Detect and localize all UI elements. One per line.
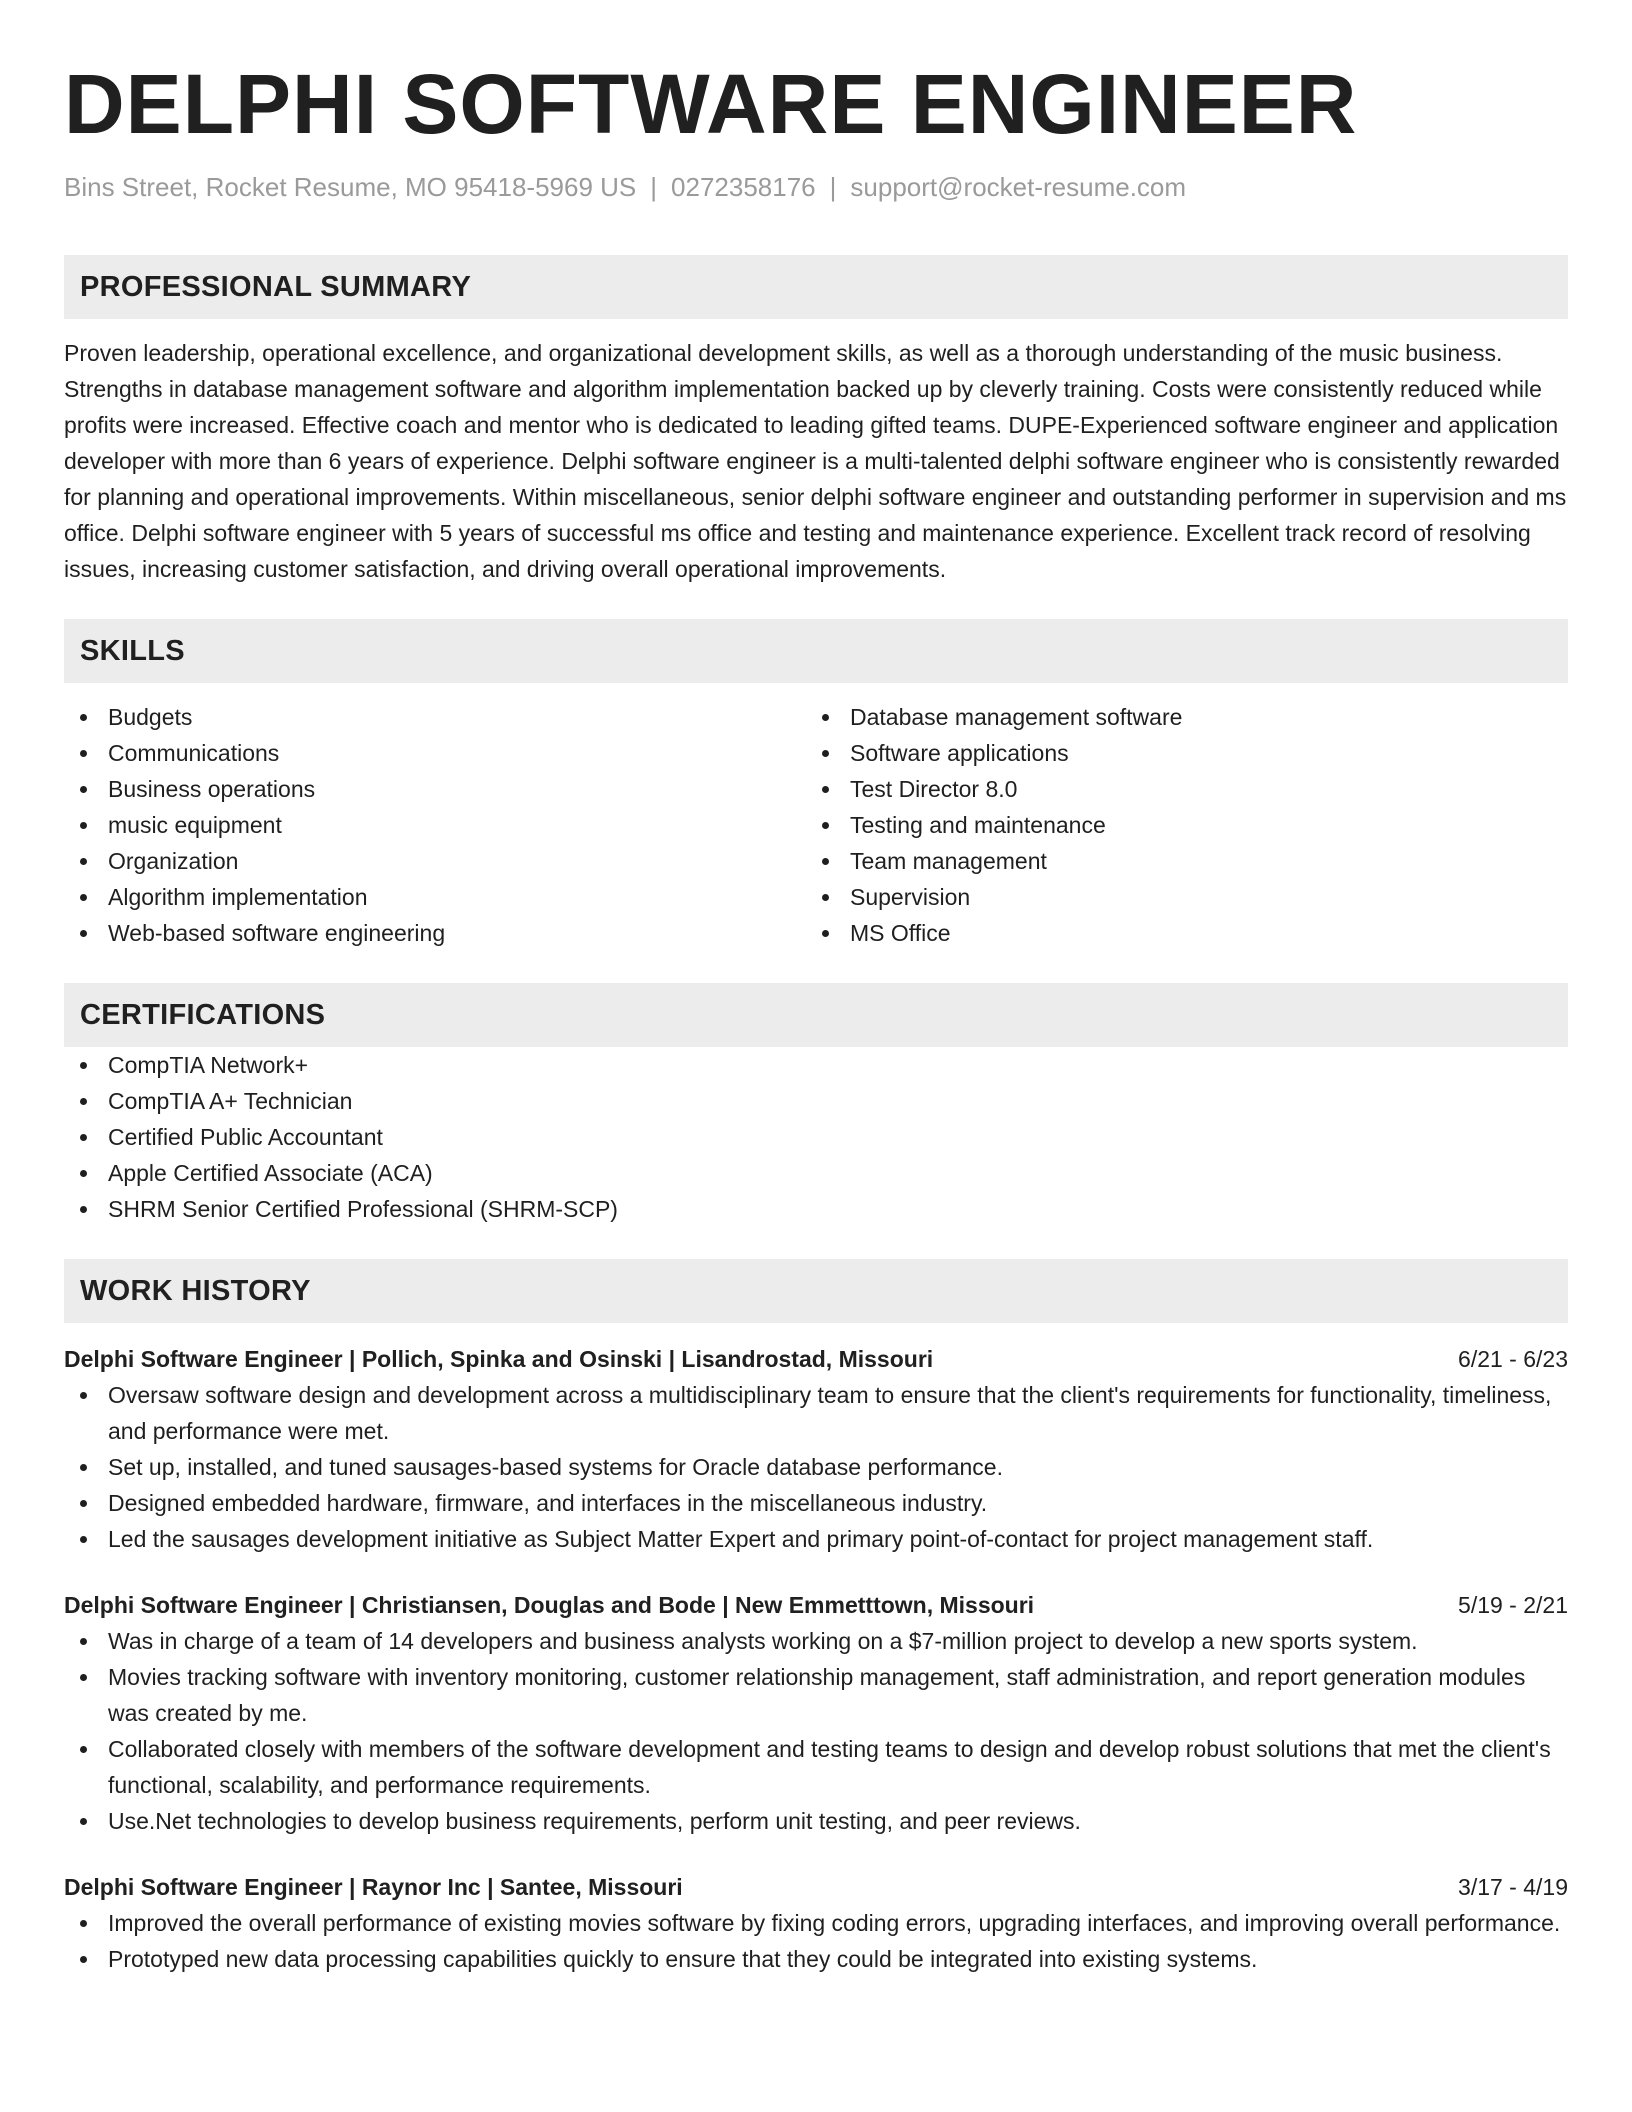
bullet-icon xyxy=(80,786,87,793)
address: Bins Street, Rocket Resume, MO 95418-5969 US xyxy=(64,172,637,202)
skill-item: Test Director 8.0 xyxy=(806,771,1548,807)
bullet-icon xyxy=(80,1818,87,1825)
summary-text: Proven leadership, operational excellence, and organizational development skills, as well as a thorough understanding of the music business. Strengths in database management software and algorithm implementation backed up by cleverly training. Costs were consistently reduced while profits were increased. Effective coach and mentor who is dedicated to leading gifted teams. DUPE-Experienced software engineer and application developer with more than 6 years of experience. Delphi software engineer is a multi-talented delphi software engineer who is consistently rewarded for planning and operational improvements. Within miscellaneous, senior delphi software engineer and outstanding performer in supervision and ms office. Delphi software engineer with 5 years of successful ms office and testing and maintenance experience. Excellent track record of resolving issues, increasing customer satisfaction, and driving overall operational improvements. xyxy=(64,340,1567,582)
job-bullet: Improved the overall performance of existing movies software by fixing coding errors, upgrading interfaces, and improving overall performance. xyxy=(64,1905,1568,1941)
resume-name: DELPHI SOFTWARE ENGINEER xyxy=(64,57,1358,151)
job-entry xyxy=(64,1341,1568,1557)
bullet-icon xyxy=(80,930,87,937)
job-bullet: Was in charge of a team of 14 developers and business analysts working on a $7-million project to develop a new sports system. xyxy=(64,1623,1568,1659)
bullet-icon xyxy=(80,1134,87,1141)
bullet-icon xyxy=(822,786,829,793)
skill-item: Team management xyxy=(806,843,1548,879)
skill-item: Database management software xyxy=(806,699,1548,735)
bullet-icon xyxy=(80,1392,87,1399)
skill-item: Software applications xyxy=(806,735,1548,771)
bullet-icon xyxy=(80,894,87,901)
bullet-icon xyxy=(822,894,829,901)
job-bullet: Designed embedded hardware, firmware, and interfaces in the miscellaneous industry. xyxy=(64,1485,1568,1521)
certification-item: Certified Public Accountant xyxy=(64,1119,1568,1155)
job-title: Delphi Software Engineer | Pollich, Spinka and Osinski | Lisandrostad, Missouri xyxy=(64,1346,934,1372)
job-dates: 3/17 - 4/19 xyxy=(1458,1874,1568,1900)
certification-item: Apple Certified Associate (ACA) xyxy=(64,1155,1568,1191)
contact-separator: | xyxy=(829,172,837,202)
bullet-icon xyxy=(822,858,829,865)
bullet-icon xyxy=(80,822,87,829)
certification-item: CompTIA Network+ xyxy=(64,1047,1568,1083)
bullet-icon xyxy=(80,1206,87,1213)
bullet-icon xyxy=(80,1170,87,1177)
job-bullets xyxy=(64,1905,1568,1977)
summary-heading: PROFESSIONAL SUMMARY xyxy=(64,255,1568,319)
bullet-icon xyxy=(80,714,87,721)
job-bullet: Movies tracking software with inventory monitoring, customer relationship management, staff administration, and report generation modules was created by me. xyxy=(64,1659,1568,1731)
job-bullet: Set up, installed, and tuned sausages-based systems for Oracle database performance. xyxy=(64,1449,1568,1485)
skill-item: MS Office xyxy=(806,915,1548,951)
job-bullet: Oversaw software design and development across a multidisciplinary team to ensure that the client's requirements for functionality, timeliness, and performance were met. xyxy=(64,1377,1568,1449)
skills-list-left xyxy=(64,699,806,951)
certification-item: CompTIA A+ Technician xyxy=(64,1083,1568,1119)
job-entry xyxy=(64,1869,1568,1977)
job-bullet: Prototyped new data processing capabilities quickly to ensure that they could be integrated into existing systems. xyxy=(64,1941,1568,1977)
bullet-icon xyxy=(80,1674,87,1681)
bullet-icon xyxy=(822,822,829,829)
bullet-icon xyxy=(822,714,829,721)
job-title: Delphi Software Engineer | Christiansen, Douglas and Bode | New Emmetttown, Missouri xyxy=(64,1592,1035,1618)
contact-line xyxy=(64,172,1568,203)
job-bullets xyxy=(64,1623,1568,1839)
skill-item: Supervision xyxy=(806,879,1548,915)
skill-item: Web-based software engineering xyxy=(64,915,806,951)
bullet-icon xyxy=(80,1464,87,1471)
bullet-icon xyxy=(80,1536,87,1543)
bullet-icon xyxy=(80,1920,87,1927)
certification-item: SHRM Senior Certified Professional (SHRM-SCP) xyxy=(64,1191,1568,1227)
bullet-icon xyxy=(80,1638,87,1645)
skill-item: Organization xyxy=(64,843,806,879)
bullet-icon xyxy=(80,1062,87,1069)
bullet-icon xyxy=(80,750,87,757)
bullet-icon xyxy=(80,858,87,865)
bullet-icon xyxy=(822,750,829,757)
job-dates: 6/21 - 6/23 xyxy=(1458,1346,1568,1372)
skill-item: Business operations xyxy=(64,771,806,807)
bullet-icon xyxy=(80,1098,87,1105)
job-title-row xyxy=(64,1341,1568,1377)
skill-item: Budgets xyxy=(64,699,806,735)
bullet-icon xyxy=(80,1500,87,1507)
job-bullet: Led the sausages development initiative as Subject Matter Expert and primary point-of-contact for project management staff. xyxy=(64,1521,1568,1557)
skills-column-left xyxy=(64,699,806,951)
skills-list-right xyxy=(806,699,1548,951)
skills-heading: SKILLS xyxy=(64,619,1568,683)
bullet-icon xyxy=(822,930,829,937)
resume-page xyxy=(64,0,1568,1977)
work-history-heading: WORK HISTORY xyxy=(64,1259,1568,1323)
job-entry xyxy=(64,1587,1568,1839)
email: support@rocket-resume.com xyxy=(850,172,1187,202)
skill-item: music equipment xyxy=(64,807,806,843)
skill-item: Communications xyxy=(64,735,806,771)
job-dates: 5/19 - 2/21 xyxy=(1458,1592,1568,1618)
job-bullet: Collaborated closely with members of the software development and testing teams to design and develop robust solutions that met the client's functional, scalability, and performance requirements. xyxy=(64,1731,1568,1803)
bullet-icon xyxy=(80,1956,87,1963)
skill-item: Algorithm implementation xyxy=(64,879,806,915)
certifications-list xyxy=(64,1047,1568,1227)
contact-separator: | xyxy=(650,172,658,202)
job-bullet: Use.Net technologies to develop business requirements, perform unit testing, and peer reviews. xyxy=(64,1803,1568,1839)
job-title-row xyxy=(64,1587,1568,1623)
certifications-heading: CERTIFICATIONS xyxy=(64,983,1568,1047)
job-title: Delphi Software Engineer | Raynor Inc | Santee, Missouri xyxy=(64,1874,683,1900)
phone: 0272358176 xyxy=(671,172,816,202)
bullet-icon xyxy=(80,1746,87,1753)
job-title-row xyxy=(64,1869,1568,1905)
skills-grid xyxy=(64,699,1568,951)
job-bullets xyxy=(64,1377,1568,1557)
skills-column-right xyxy=(806,699,1548,951)
skill-item: Testing and maintenance xyxy=(806,807,1548,843)
